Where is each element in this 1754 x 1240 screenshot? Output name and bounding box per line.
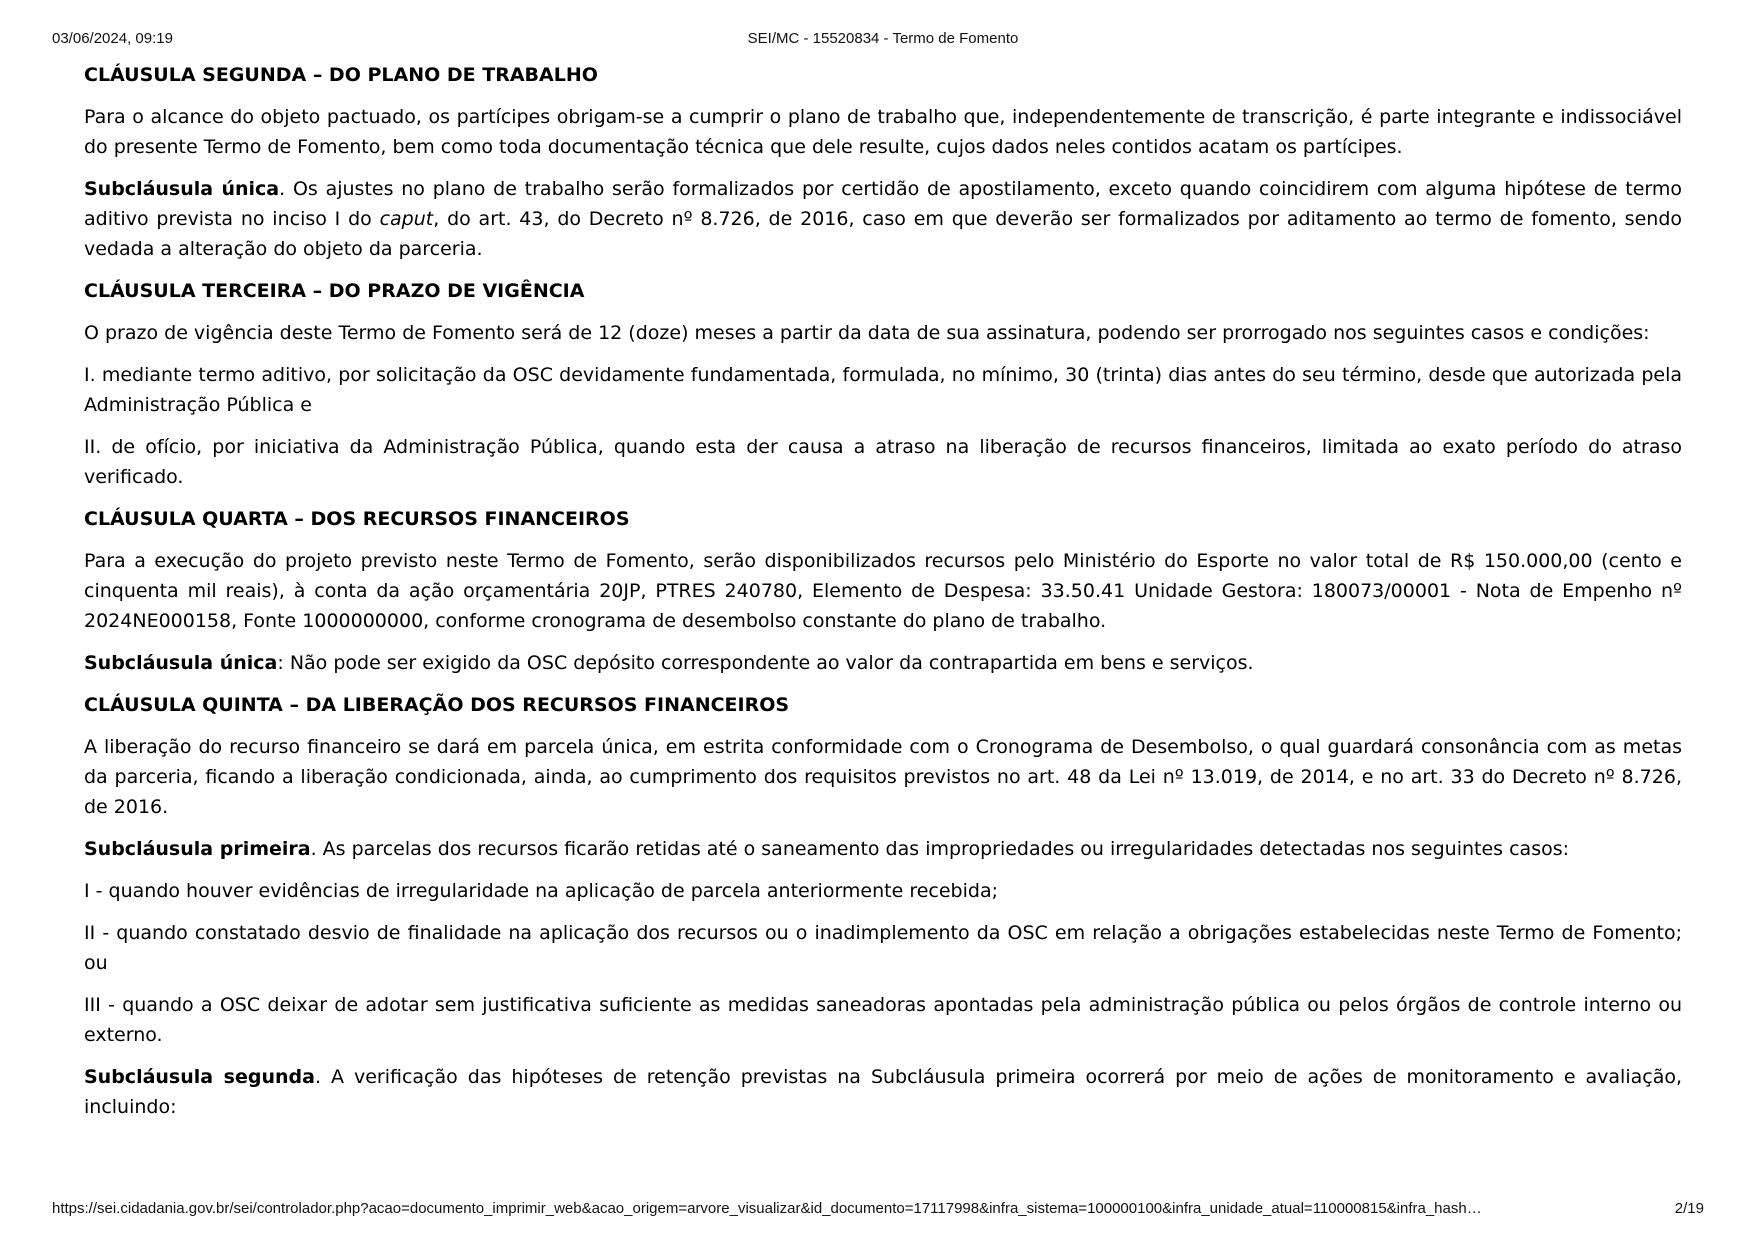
page-number: 2/19 — [1674, 1200, 1704, 1217]
print-datetime: 03/06/2024, 09:19 — [52, 30, 173, 47]
document-body — [84, 60, 1682, 1134]
clause-5-heading: CLÁUSULA QUINTA – DA LIBERAÇÃO DOS RECURSOS FINANCEIROS — [84, 694, 790, 716]
clause-3-paragraph: O prazo de vigência deste Termo de Fomento será de 12 (doze) meses a partir da data de sua assinatura, podendo ser prorrogado nos seguintes casos e condições: — [84, 322, 1650, 344]
clause-5-item-2: II - quando constatado desvio de finalidade na aplicação dos recursos ou o inadimplemento da OSC em relação a obrigações estabelecidas neste Termo de Fomento; ou — [84, 922, 1682, 974]
subclause-text: . As parcelas dos recursos ficarão retidas até o saneamento das impropriedades ou irregularidades detectadas nos seguintes casos: — [310, 838, 1570, 860]
clause-4-paragraph: Para a execução do projeto previsto neste Termo de Fomento, serão disponibilizados recursos pelo Ministério do Esporte no valor total de R$ 150.000,00 (cento e cinquenta mil reais), à conta da ação orçamentária 20JP, PTRES 240780, Elemento de Despesa: 33.50.41 Unidade Gestora: 180073/00001 - Nota de Empenho nº 2024NE000158, Fonte 1000000000, conforme cronograma de desembolso constante do plano de trabalho. — [84, 550, 1682, 632]
clause-5-item-1: I - quando houver evidências de irregularidade na aplicação de parcela anteriormente recebida; — [84, 880, 999, 902]
clause-2-subclause — [84, 174, 1682, 264]
clause-4-heading: CLÁUSULA QUARTA – DOS RECURSOS FINANCEIROS — [84, 508, 630, 530]
clause-4-subclause — [84, 648, 1682, 678]
clause-5-subclause-2 — [84, 1062, 1682, 1122]
clause-3-heading: CLÁUSULA TERCEIRA – DO PRAZO DE VIGÊNCIA — [84, 280, 585, 302]
clause-3-item-2: II. de ofício, por iniciativa da Administração Pública, quando esta der causa a atraso na liberação de recursos financeiros, limitada ao exato período do atraso verificado. — [84, 436, 1682, 488]
clause-3-item-1: I. mediante termo aditivo, por solicitação da OSC devidamente fundamentada, formulada, no mínimo, 30 (trinta) dias antes do seu término, desde que autorizada pela Administração Pública e — [84, 364, 1682, 416]
subclause-text: . Os ajustes no plano de trabalho serão formalizados por certidão de apostilamento, exceto quando coincidirem com alguma hipótese de termo aditivo prevista no inciso I do — [84, 178, 1682, 230]
subclause-text: : Não pode ser exigido da OSC depósito correspondente ao valor da contrapartida em bens e serviços. — [277, 652, 1254, 674]
print-header — [52, 30, 1714, 50]
subclause-label: Subcláusula segunda — [84, 1066, 315, 1088]
clause-2-heading: CLÁUSULA SEGUNDA – DO PLANO DE TRABALHO — [84, 64, 598, 86]
subclause-label: Subcláusula única — [84, 178, 280, 200]
subclause-text: , do art. 43, do Decreto nº 8.726, de 2016, caso em que deverão ser formalizados por aditamento ao termo de fomento, sendo vedada a alteração do objeto da parceria. — [84, 208, 1683, 260]
subclause-label: Subcláusula primeira — [84, 838, 311, 860]
print-footer — [52, 1200, 1714, 1220]
clause-5-item-3: III - quando a OSC deixar de adotar sem justificativa suficiente as medidas saneadoras apontadas pela administração pública ou pelos órgãos de controle interno ou externo. — [84, 994, 1682, 1046]
print-url: https://sei.cidadania.gov.br/sei/controlador.php?acao=documento_imprimir_web&acao_origem=arvore_visualizar&id_documento=17117998&infra_sistema=100000100&infra_unidade_atual=110000815&infra_hash… — [52, 1200, 1482, 1217]
subclause-italic-term: caput — [379, 208, 434, 230]
clause-5-paragraph: A liberação do recurso financeiro se dará em parcela única, em estrita conformidade com o Cronograma de Desembolso, o qual guardará consonância com as metas da parceria, ficando a liberação condicionada, ainda, ao cumprimento dos requisitos previstos no art. 48 da Lei nº 13.019, de 2014, e no art. 33 do Decreto nº 8.726, de 2016. — [84, 736, 1682, 818]
print-document-title: SEI/MC - 15520834 - Termo de Fomento — [747, 30, 1019, 47]
clause-5-subclause-1 — [84, 834, 1682, 864]
clause-2-paragraph: Para o alcance do objeto pactuado, os partícipes obrigam-se a cumprir o plano de trabalho que, independentemente de transcrição, é parte integrante e indissociável do presente Termo de Fomento, bem como toda documentação técnica que dele resulte, cujos dados neles contidos acatam os partícipes. — [84, 106, 1682, 158]
subclause-text: . A verificação das hipóteses de retenção previstas na Subcláusula primeira ocorrerá por meio de ações de monitoramento e avaliação, incluindo: — [84, 1066, 1682, 1118]
subclause-label: Subcláusula única — [84, 652, 278, 674]
